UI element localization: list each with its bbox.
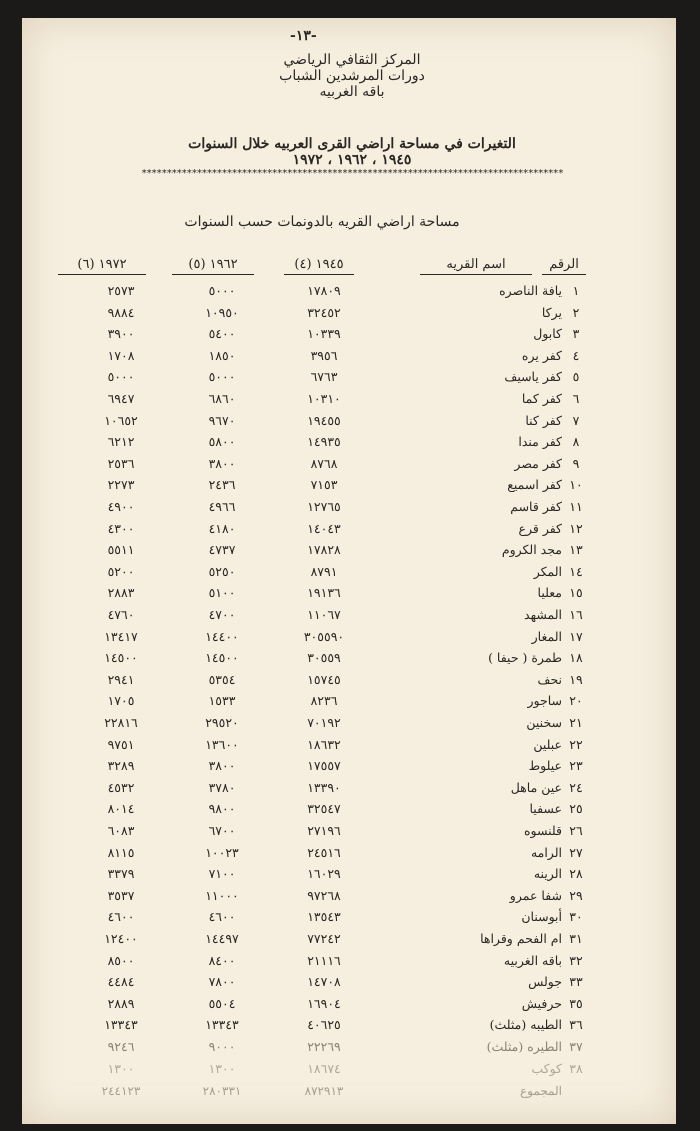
institution-header (222, 52, 482, 100)
table-row (22, 629, 676, 649)
village-name: قلنسوه (523, 823, 562, 838)
area-1945: ٧١٥٣ (310, 477, 338, 493)
area-1972: ٦٩٤٧ (107, 391, 135, 406)
area-1962: ٩٦٧٠ (208, 412, 236, 428)
area-1962: ٩٠٠٠ (208, 1039, 236, 1054)
village-number: ١١ (569, 499, 583, 514)
table-row (22, 672, 676, 692)
area-1962: ٢٤٣٦ (208, 477, 236, 493)
totals-row (22, 1084, 676, 1104)
village-name: نحف (537, 671, 562, 687)
area-1962: ٣٨٠٠ (208, 455, 236, 471)
village-name: يركا (541, 304, 562, 320)
area-1972: ٤٧٦٠ (107, 607, 135, 622)
area-1972: ٤٥٣٢ (107, 779, 135, 795)
village-name: عبلين (533, 736, 562, 752)
area-1972: ٢٢٨١٦ (104, 715, 138, 730)
area-1945: ٢٢٢٦٩ (307, 1039, 341, 1054)
area-1945: ١٥٧٤٥ (307, 671, 341, 687)
table-row (22, 650, 676, 670)
area-1962: ٣٧٨٠ (208, 779, 236, 795)
village-number: ٢٩ (569, 887, 583, 903)
village-name: كفر مصر (514, 455, 562, 471)
village-name: حرفيش (521, 995, 562, 1011)
village-name: كفر ياسيف (504, 369, 562, 385)
area-1972: ١٣٣٤٣ (104, 1017, 138, 1033)
village-name: جولس (528, 974, 562, 990)
area-1962: ٧١٠٠ (208, 866, 236, 882)
area-1972: ٩٧٥١ (107, 736, 135, 752)
column-header-1945: ١٩٤٥ (٤) (284, 257, 354, 275)
village-number: ٥ (572, 369, 580, 385)
area-1945: ١٤٠٤٣ (307, 520, 341, 536)
area-1972: ٢٨٨٩ (107, 995, 135, 1011)
village-name: أبوسنان (521, 909, 562, 925)
area-1945: ٣٠٥٥٩٠ (303, 628, 345, 644)
table-row (22, 348, 676, 368)
area-1945: ٤٠٦٢٥ (307, 1017, 341, 1033)
village-number: ٢٤ (569, 779, 583, 795)
table-row (22, 564, 676, 584)
village-name: مجد الكروم (501, 542, 562, 558)
area-1972: ١٣٤١٧ (104, 628, 138, 644)
totals-1945: ٨٧٢٩١٣ (304, 1084, 344, 1098)
title-line-1: التغيرات في مساحة اراضي القرى العربيه خلال السنوات (188, 136, 516, 152)
area-1962: ٥٤٠٠ (208, 326, 236, 342)
table-row (22, 823, 676, 843)
village-name: ام الفحم وقراها (480, 931, 562, 946)
area-1972: ٥٢٠٠ (107, 563, 135, 579)
star-divider: ************************************************************************************ (141, 168, 563, 179)
table-row (22, 866, 676, 886)
village-name: عسفيا (529, 801, 562, 817)
area-1972: ٦٠٨٣ (107, 823, 135, 838)
village-number: ١ (572, 283, 580, 298)
area-1972: ١٢٤٠٠ (104, 931, 138, 946)
area-1945: ١٣٣٩٠ (307, 779, 341, 795)
area-1945: ٨٧٩١ (310, 563, 338, 579)
area-1972: ٥٠٠٠ (107, 369, 135, 385)
area-1972: ١٤٥٠٠ (104, 650, 138, 666)
village-number: ٩ (572, 455, 580, 471)
village-number: ١٥ (569, 585, 583, 601)
area-1945: ١٩٤٥٥ (307, 412, 341, 428)
area-1945: ٨٢٣٦ (310, 693, 338, 709)
village-number: ٢٢ (569, 736, 583, 752)
area-1972: ٣٣٧٩ (107, 866, 135, 882)
village-name: كفر قرع (518, 520, 562, 536)
area-1945: ١٠٣١٠ (307, 391, 341, 406)
area-1945: ١٧٥٥٧ (307, 758, 341, 774)
table-row (22, 305, 676, 325)
area-1945: ١٧٨٠٩ (307, 283, 341, 298)
village-number: ٢٣ (569, 758, 583, 774)
village-name: الطيبه (مثلث) (489, 1017, 562, 1033)
village-number: ٣ (572, 326, 580, 342)
village-name: طمرة ( حيفا ) (488, 650, 562, 666)
area-1945: ١٨٦٧٤ (307, 1060, 341, 1076)
table-row (22, 845, 676, 865)
area-1945: ١٠٣٣٩ (307, 326, 341, 342)
area-1972: ٢٥٧٣ (107, 283, 135, 298)
area-1962: ٣٨٠٠ (208, 758, 236, 774)
area-1972: ٣٩٠٠ (107, 326, 135, 342)
village-name: الطيره (مثلث) (486, 1039, 562, 1054)
village-number: ٢ (572, 304, 580, 320)
area-1972: ٩٢٤٦ (107, 1039, 135, 1054)
area-1962: ٩٨٠٠ (208, 801, 236, 817)
area-1962: ١٠٩٥٠ (205, 304, 239, 320)
table-row (22, 996, 676, 1016)
village-number: ٣٦ (569, 1017, 583, 1033)
table-row (22, 499, 676, 519)
table-row (22, 477, 676, 497)
area-1962: ٥٣٥٤ (208, 671, 236, 687)
area-1962: ١٣٣٤٣ (205, 1017, 239, 1033)
village-name: كفر قاسم (510, 499, 562, 514)
area-1972: ٢٩٤١ (107, 671, 135, 687)
village-number: ٢١ (569, 715, 583, 730)
village-name: ساجور (527, 693, 562, 709)
totals-1962: ٢٨٠٣٣١ (202, 1084, 242, 1098)
village-name: معليا (537, 585, 562, 601)
area-1962: ٥٠٠٠ (208, 283, 236, 298)
area-1945: ٩٧٢٦٨ (307, 887, 341, 903)
village-name: كابول (533, 326, 562, 342)
area-1962: ١٨٥٠ (208, 347, 236, 363)
table-row (22, 607, 676, 627)
area-1945: ٣٢٤٥٢ (307, 304, 341, 320)
area-1972: ٢٥٣٦ (107, 455, 135, 471)
area-1962: ٤١٨٠ (208, 520, 236, 536)
area-1962: ٧٨٠٠ (208, 974, 236, 990)
area-1962: ٥١٠٠ (208, 585, 236, 601)
area-1962: ١٠٠٢٣ (205, 844, 239, 860)
village-name: كفر كنا (525, 412, 562, 428)
table-row (22, 715, 676, 735)
village-name: كفر مندا (518, 434, 562, 450)
area-1972: ١٣٠٠ (107, 1060, 135, 1076)
document-title (112, 136, 592, 179)
area-1945: ١٢٧٦٥ (307, 499, 341, 514)
header-line-2: دورات المرشدين الشباب (279, 68, 425, 84)
village-name: عيلوط (528, 758, 562, 774)
header-line-3: باقه الغربيه (319, 84, 385, 100)
area-1945: ١٧٨٢٨ (307, 542, 341, 558)
column-header-1972: ١٩٧٢ (٦) (58, 257, 146, 275)
area-1945: ١٤٩٣٥ (307, 434, 341, 450)
village-number: ٢٧ (569, 844, 583, 860)
village-number: ١٧ (569, 628, 583, 644)
table-subtitle: مساحة اراضي القريه بالدونمات حسب السنوات (184, 214, 460, 230)
table-row (22, 434, 676, 454)
village-number: ٢٥ (569, 801, 583, 817)
column-header-1962: ١٩٦٢ (٥) (172, 257, 254, 275)
area-1972: ٩٨٨٤ (107, 304, 135, 320)
column-header-number: الرقم (542, 257, 586, 275)
area-1962: ٥٠٠٠ (208, 369, 236, 385)
table-row (22, 391, 676, 411)
area-1972: ٨١١٥ (107, 844, 135, 860)
table-row (22, 737, 676, 757)
table-row (22, 1061, 676, 1081)
area-1972: ٦٢١٢ (107, 434, 135, 450)
table-row (22, 780, 676, 800)
village-number: ٣٢ (569, 952, 583, 968)
area-1945: ١٨٦٣٢ (307, 736, 341, 752)
header-line-1: المركز الثقافي الرياضي (283, 52, 421, 68)
village-name: الرامه (530, 844, 562, 860)
area-1962: ٦٨٦٠ (208, 391, 236, 406)
village-name: كوكب (531, 1060, 562, 1076)
table-row (22, 542, 676, 562)
table-row (22, 974, 676, 994)
area-1972: ١٧٠٥ (107, 693, 135, 709)
village-name: كفر اسميع (507, 477, 562, 493)
village-name: المغار (531, 628, 562, 644)
area-1972: ٤٤٨٤ (107, 974, 135, 990)
table-row (22, 1017, 676, 1037)
village-number: ١٦ (569, 607, 583, 622)
area-1972: ٤٣٠٠ (107, 520, 135, 536)
village-name: كفر يره (521, 347, 562, 363)
village-number: ١٩ (569, 671, 583, 687)
area-1962: ١٤٥٠٠ (205, 650, 239, 666)
village-name: سخنين (526, 715, 562, 730)
area-1962: ٥٥٠٤ (208, 995, 236, 1011)
totals-1972: ٢٤٤١٢٣ (101, 1084, 141, 1098)
village-name: شفا عمرو (509, 887, 562, 903)
table-row (22, 369, 676, 389)
village-name: المكر (533, 563, 562, 579)
village-number: ٢٠ (569, 693, 583, 709)
village-number: ٢٦ (569, 823, 583, 838)
village-number: ٧ (572, 412, 580, 428)
area-1972: ٢٢٧٣ (107, 477, 135, 493)
document-page (22, 18, 676, 1124)
area-1945: ١٦٩٠٤ (307, 995, 341, 1011)
area-1972: ٣٢٨٩ (107, 758, 135, 774)
area-1945: ١٤٧٠٨ (307, 974, 341, 990)
table-row (22, 953, 676, 973)
totals-label: المجموع (520, 1084, 562, 1098)
page-number: -١٣- (290, 28, 317, 44)
table-row (22, 456, 676, 476)
village-name: باقه الغربيه (503, 952, 562, 968)
village-name: كفر كما (521, 391, 562, 406)
table-row (22, 888, 676, 908)
village-number: ١٢ (569, 520, 583, 536)
table-row (22, 283, 676, 303)
area-1962: ١٥٣٣ (208, 693, 236, 709)
village-name: يافة الناصره (499, 283, 562, 298)
area-1962: ١٤٤٠٠ (205, 628, 239, 644)
area-1972: ٤٦٠٠ (107, 909, 135, 925)
area-1962: ٤٧٣٧ (208, 542, 236, 558)
table-row (22, 758, 676, 778)
village-name: الرينه (533, 866, 562, 882)
area-1962: ٤٩٦٦ (208, 499, 236, 514)
village-number: ٤ (572, 347, 580, 363)
area-1945: ٢٧١٩٦ (307, 823, 341, 838)
area-1945: ١٩١٣٦ (307, 585, 341, 601)
area-1962: ١٣٦٠٠ (205, 736, 239, 752)
table-row (22, 931, 676, 951)
village-number: ١٨ (569, 650, 583, 666)
village-number: ٦ (572, 391, 580, 406)
village-name: المشهد (524, 607, 562, 622)
area-1945: ٣٩٥٦ (310, 347, 338, 363)
area-1945: ٣٠٥٥٩ (307, 650, 341, 666)
area-1945: ٦٧٦٣ (310, 369, 338, 385)
area-1962: ٥٨٠٠ (208, 434, 236, 450)
area-1962: ٢٩٥٢٠ (205, 715, 239, 730)
area-1972: ١٠٦٥٢ (104, 412, 138, 428)
area-1962: ٦٧٠٠ (208, 823, 236, 838)
village-number: ٢٨ (569, 866, 583, 882)
column-header-village: اسم القريه (420, 257, 532, 275)
area-1962: ٤٧٠٠ (208, 607, 236, 622)
area-1945: ١١٠٦٧ (307, 607, 341, 622)
area-1962: ٨٤٠٠ (208, 952, 236, 968)
area-1945: ٢٤٥١٦ (307, 844, 341, 860)
area-1945: ١٦٠٢٩ (307, 866, 341, 882)
area-1962: ١١٠٠٠ (205, 887, 239, 903)
village-number: ٣٥ (569, 995, 583, 1011)
area-1972: ١٧٠٨ (107, 347, 135, 363)
village-number: ٣٨ (569, 1060, 583, 1076)
village-number: ١٣ (569, 542, 583, 558)
table-row (22, 909, 676, 929)
table-row (22, 413, 676, 433)
title-line-2: ١٩٤٥ ، ١٩٦٢ ، ١٩٧٢ (292, 152, 412, 168)
area-1945: ٢١١١٦ (307, 952, 341, 968)
area-1972: ٥٥١١ (107, 542, 135, 558)
table-row (22, 801, 676, 821)
table-row (22, 585, 676, 605)
area-1962: ٥٢٥٠ (208, 563, 236, 579)
area-1972: ٢٨٨٣ (107, 585, 135, 601)
area-1972: ٣٥٣٧ (107, 887, 135, 903)
area-1945: ١٣٥٤٣ (307, 909, 341, 925)
village-number: ٣٧ (569, 1039, 583, 1054)
area-1962: ١٤٤٩٧ (205, 931, 239, 946)
table-row (22, 1039, 676, 1059)
village-number: ٣٠ (569, 909, 583, 925)
village-number: ١٠ (569, 477, 583, 493)
area-1962: ٤٦٠٠ (208, 909, 236, 925)
village-number: ٣١ (569, 931, 583, 946)
table-row (22, 326, 676, 346)
village-number: ١٤ (569, 563, 583, 579)
village-number: ٨ (572, 434, 580, 450)
village-number: ٣٣ (569, 974, 583, 990)
area-1945: ٣٢٥٤٧ (307, 801, 341, 817)
area-1972: ٨٥٠٠ (107, 952, 135, 968)
area-1972: ٨٠١٤ (107, 801, 135, 817)
table-row (22, 693, 676, 713)
table-row (22, 521, 676, 541)
village-name: عين ماهل (510, 779, 562, 795)
area-1945: ٨٧٦٨ (310, 455, 338, 471)
area-1945: ٧٠١٩٢ (307, 715, 341, 730)
area-1972: ٤٩٠٠ (107, 499, 135, 514)
area-1962: ١٣٠٠ (208, 1060, 236, 1076)
area-1945: ٧٧٢٤٢ (307, 931, 341, 946)
